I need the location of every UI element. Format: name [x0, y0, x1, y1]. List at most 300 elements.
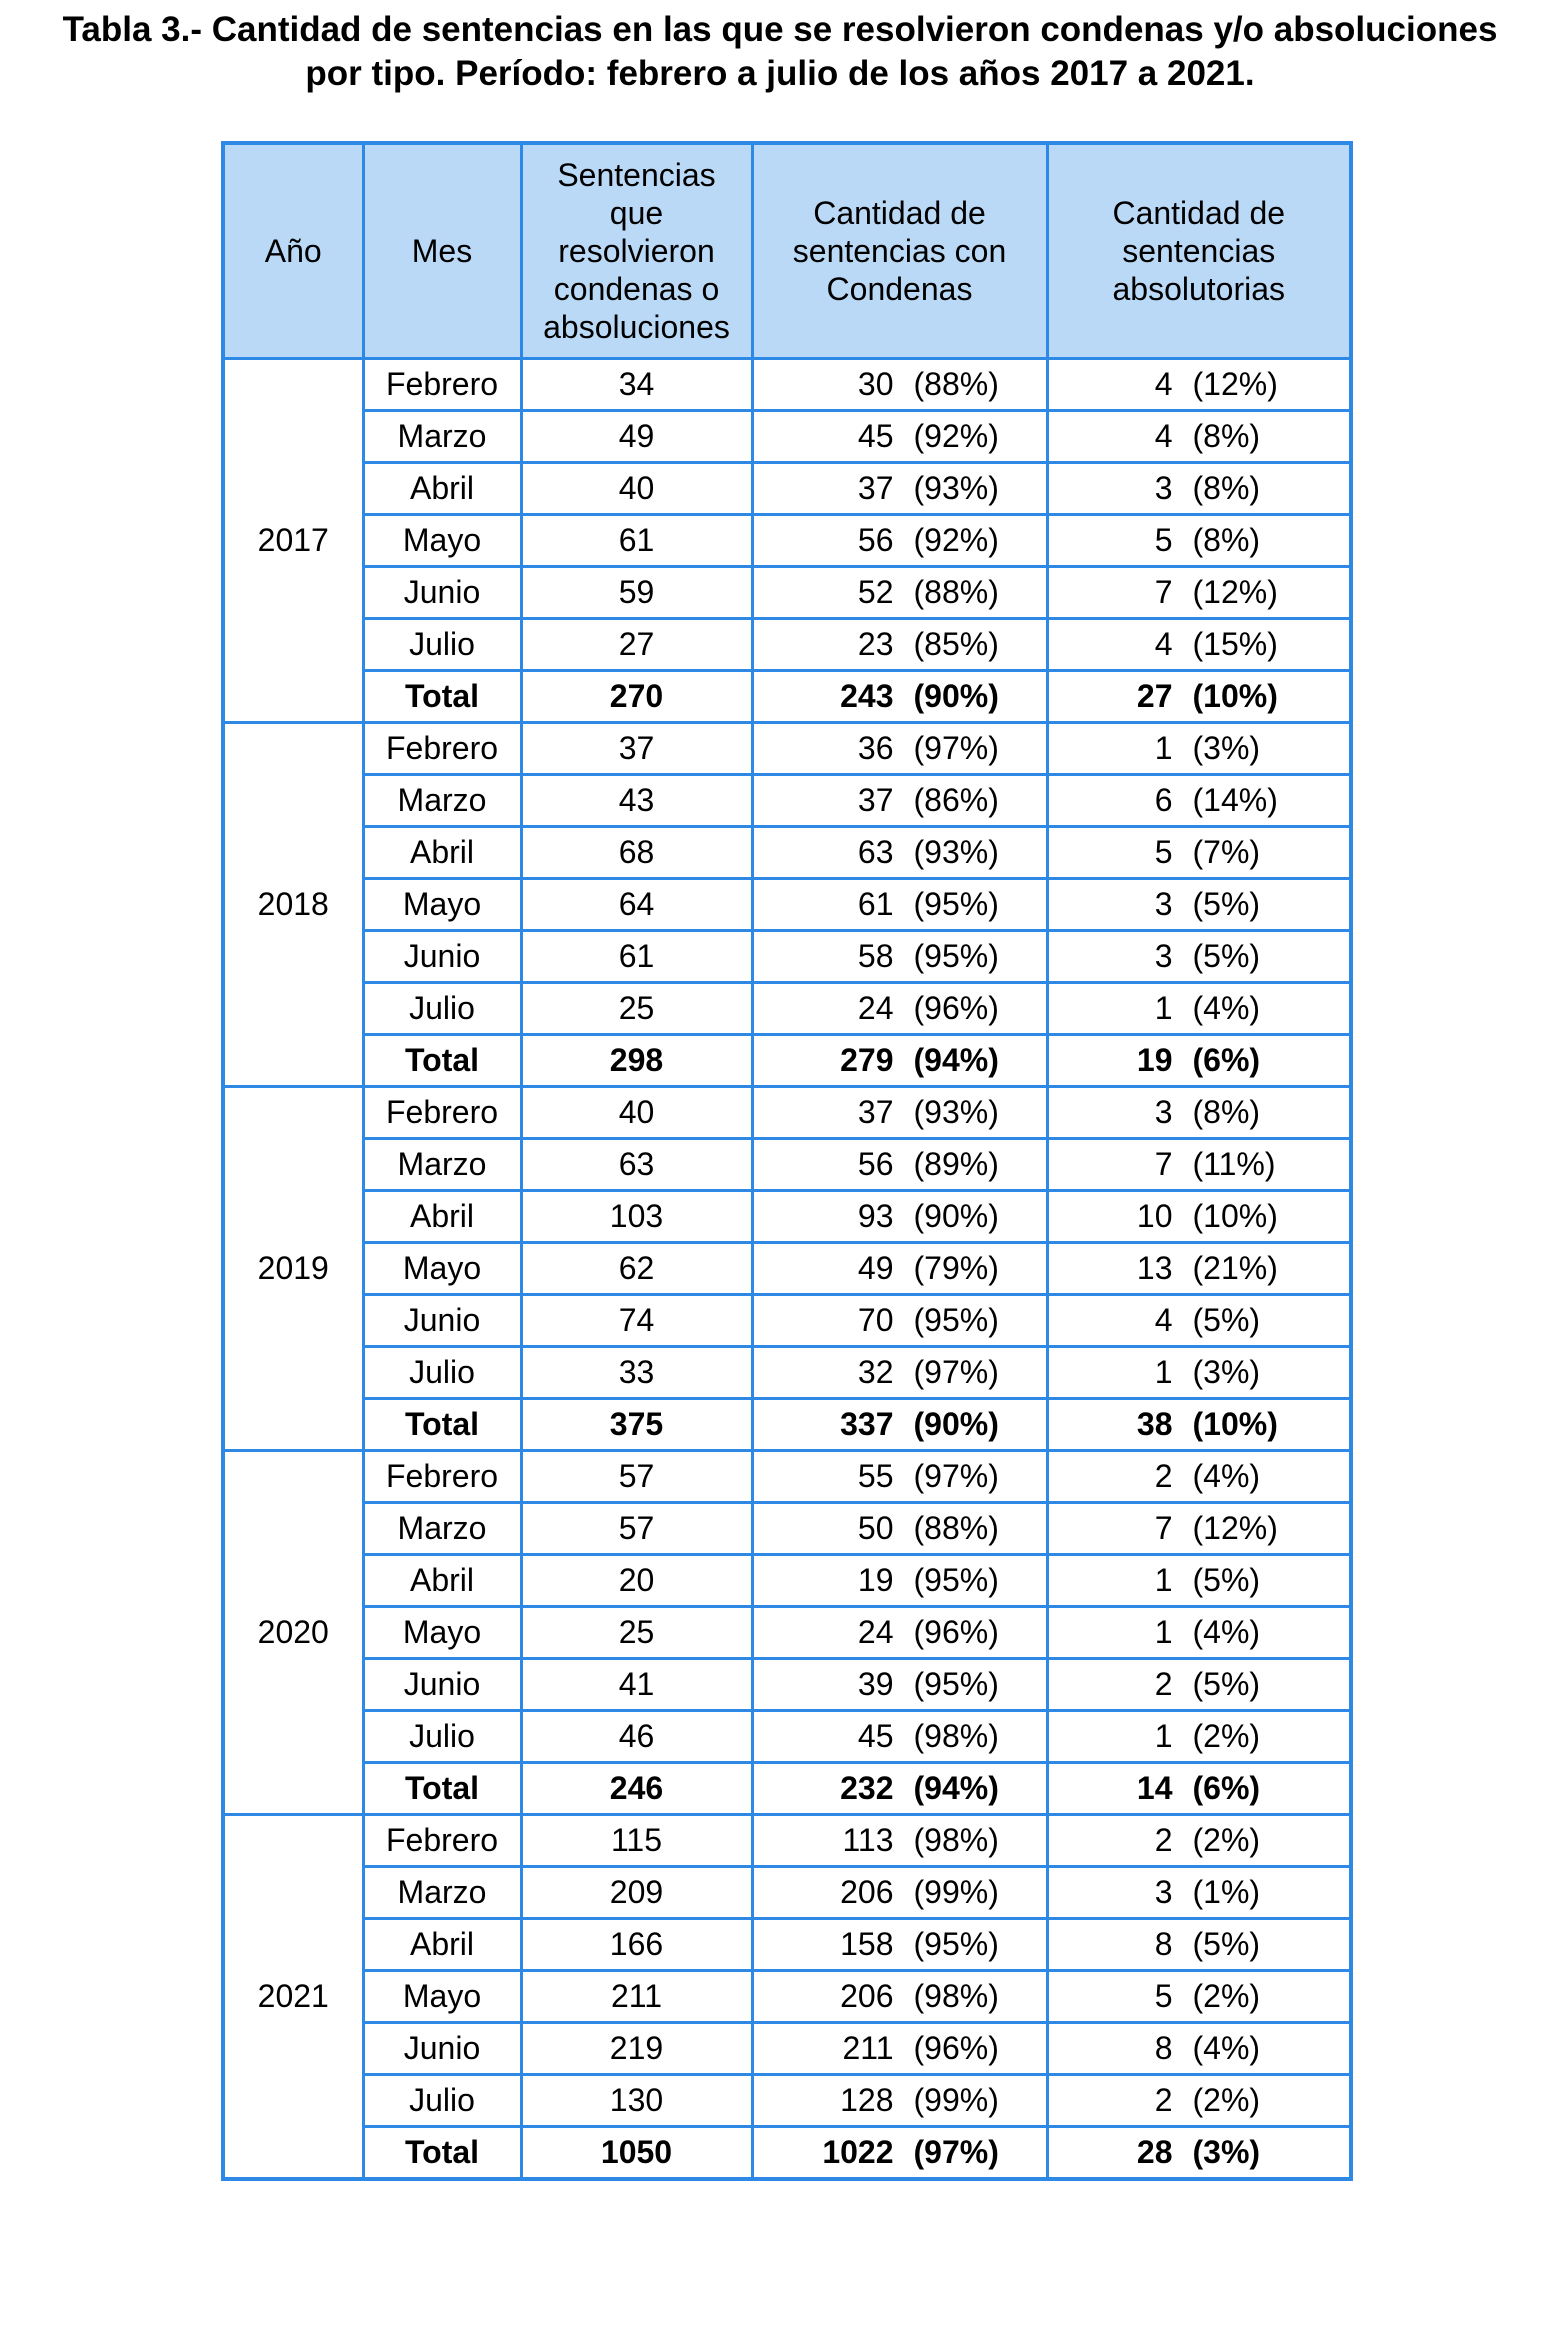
total-sentencias-cell: 166: [521, 1919, 752, 1971]
table-row: [223, 359, 1351, 411]
table-title-line-2: por tipo. Período: febrero a julio de los años 2017 a 2021.: [305, 54, 1255, 93]
total-sentencias-cell: 270: [521, 671, 752, 723]
absolutorias-cell: [1047, 359, 1351, 411]
condenas-count: 113: [842, 1822, 894, 1858]
absolutorias-percent: (5%): [1192, 1666, 1261, 1702]
table-row: [223, 1971, 1351, 2023]
condenas-percent: (88%): [913, 366, 999, 402]
condenas-count: 30: [857, 366, 894, 402]
month-cell: Julio: [363, 1347, 521, 1399]
condenas-count: 128: [840, 2082, 894, 2118]
absolutorias-percent: (10%): [1192, 678, 1278, 714]
condenas-count: 52: [857, 574, 894, 610]
absolutorias-percent: (15%): [1192, 626, 1278, 662]
condenas-cell: [752, 879, 1047, 931]
condenas-percent: (88%): [913, 1510, 999, 1546]
absolutorias-count: 27: [1136, 678, 1173, 714]
total-sentencias-cell: 63: [521, 1139, 752, 1191]
month-cell: Febrero: [363, 1451, 521, 1503]
absolutorias-count: 1: [1154, 1614, 1173, 1650]
total-sentencias-cell: 74: [521, 1295, 752, 1347]
condenas-count: 49: [857, 1250, 894, 1286]
absolutorias-count: 5: [1154, 1978, 1173, 2014]
month-cell: Marzo: [363, 1503, 521, 1555]
total-sentencias-cell: 68: [521, 827, 752, 879]
total-sentencias-cell: 40: [521, 1087, 752, 1139]
absolutorias-cell: [1047, 1867, 1351, 1919]
condenas-count: 32: [857, 1354, 894, 1390]
total-sentencias-cell: 34: [521, 359, 752, 411]
condenas-count: 56: [857, 522, 894, 558]
table-row: [223, 1243, 1351, 1295]
month-cell: Julio: [363, 983, 521, 1035]
table-row: [223, 2023, 1351, 2075]
table-row: [223, 1451, 1351, 1503]
month-cell: Total: [363, 1035, 521, 1087]
month-cell: Julio: [363, 2075, 521, 2127]
absolutorias-cell: [1047, 1763, 1351, 1815]
table-row: [223, 723, 1351, 775]
absolutorias-percent: (6%): [1192, 1042, 1261, 1078]
condenas-count: 206: [840, 1978, 894, 2014]
table-row: [223, 515, 1351, 567]
total-sentencias-cell: 59: [521, 567, 752, 619]
table-row: [223, 1815, 1351, 1867]
condenas-percent: (94%): [913, 1042, 999, 1078]
condenas-cell: [752, 1399, 1047, 1451]
condenas-cell: [752, 671, 1047, 723]
total-sentencias-cell: 46: [521, 1711, 752, 1763]
month-cell: Junio: [363, 1659, 521, 1711]
total-sentencias-cell: 209: [521, 1867, 752, 1919]
condenas-cell: [752, 1815, 1047, 1867]
total-sentencias-cell: 64: [521, 879, 752, 931]
condenas-count: 56: [857, 1146, 894, 1182]
month-cell: Mayo: [363, 1971, 521, 2023]
absolutorias-percent: (3%): [1192, 1354, 1261, 1390]
month-cell: Mayo: [363, 1243, 521, 1295]
condenas-percent: (88%): [913, 574, 999, 610]
absolutorias-count: 2: [1154, 1458, 1173, 1494]
condenas-count: 61: [857, 886, 894, 922]
condenas-count: 45: [857, 1718, 894, 1754]
condenas-count: 243: [840, 678, 894, 714]
condenas-count: 93: [857, 1198, 894, 1234]
absolutorias-count: 3: [1154, 938, 1173, 974]
absolutorias-count: 7: [1154, 574, 1173, 610]
condenas-count: 36: [857, 730, 894, 766]
absolutorias-cell: [1047, 1555, 1351, 1607]
total-sentencias-cell: 61: [521, 515, 752, 567]
absolutorias-percent: (8%): [1192, 522, 1261, 558]
absolutorias-cell: [1047, 775, 1351, 827]
month-cell: Febrero: [363, 1087, 521, 1139]
condenas-cell: [752, 1243, 1047, 1295]
condenas-cell: [752, 931, 1047, 983]
absolutorias-count: 19: [1136, 1042, 1173, 1078]
absolutorias-count: 1: [1154, 1354, 1173, 1390]
absolutorias-percent: (12%): [1192, 366, 1278, 402]
condenas-percent: (89%): [913, 1146, 999, 1182]
absolutorias-cell: [1047, 1295, 1351, 1347]
condenas-count: 45: [857, 418, 894, 454]
condenas-percent: (96%): [913, 990, 999, 1026]
total-sentencias-cell: 33: [521, 1347, 752, 1399]
condenas-percent: (79%): [913, 1250, 999, 1286]
absolutorias-count: 4: [1154, 1302, 1173, 1338]
year-cell: 2018: [223, 723, 363, 1087]
condenas-percent: (95%): [913, 1562, 999, 1598]
absolutorias-percent: (7%): [1192, 834, 1261, 870]
condenas-count: 24: [857, 990, 894, 1026]
month-cell: Junio: [363, 931, 521, 983]
absolutorias-percent: (5%): [1192, 1926, 1261, 1962]
condenas-cell: [752, 1711, 1047, 1763]
total-sentencias-cell: 25: [521, 1607, 752, 1659]
absolutorias-cell: [1047, 1243, 1351, 1295]
total-sentencias-cell: 246: [521, 1763, 752, 1815]
condenas-count: 37: [857, 782, 894, 818]
month-cell: Marzo: [363, 1139, 521, 1191]
absolutorias-cell: [1047, 1607, 1351, 1659]
absolutorias-cell: [1047, 1503, 1351, 1555]
condenas-cell: [752, 1971, 1047, 2023]
month-cell: Mayo: [363, 515, 521, 567]
absolutorias-percent: (4%): [1192, 1458, 1261, 1494]
condenas-cell: [752, 411, 1047, 463]
total-sentencias-cell: 211: [521, 1971, 752, 2023]
total-sentencias-cell: 61: [521, 931, 752, 983]
header-month: Mes: [363, 143, 521, 359]
absolutorias-percent: (8%): [1192, 418, 1261, 454]
condenas-cell: [752, 463, 1047, 515]
month-cell: Febrero: [363, 723, 521, 775]
table-title: [0, 8, 1560, 96]
total-sentencias-cell: 20: [521, 1555, 752, 1607]
condenas-percent: (93%): [913, 1094, 999, 1130]
absolutorias-cell: [1047, 1971, 1351, 2023]
absolutorias-count: 7: [1154, 1146, 1173, 1182]
absolutorias-percent: (10%): [1192, 1406, 1278, 1442]
month-cell: Febrero: [363, 1815, 521, 1867]
condenas-percent: (99%): [913, 1874, 999, 1910]
condenas-cell: [752, 1503, 1047, 1555]
absolutorias-cell: [1047, 515, 1351, 567]
absolutorias-percent: (12%): [1192, 574, 1278, 610]
table-row: [223, 1087, 1351, 1139]
total-row: [223, 671, 1351, 723]
condenas-cell: [752, 1763, 1047, 1815]
condenas-count: 70: [857, 1302, 894, 1338]
table-body: [223, 359, 1351, 2180]
absolutorias-percent: (1%): [1192, 1874, 1261, 1910]
absolutorias-cell: [1047, 1191, 1351, 1243]
condenas-percent: (95%): [913, 938, 999, 974]
absolutorias-cell: [1047, 879, 1351, 931]
month-cell: Julio: [363, 1711, 521, 1763]
condenas-percent: (92%): [913, 418, 999, 454]
table-row: [223, 827, 1351, 879]
table-row: [223, 1607, 1351, 1659]
total-row: [223, 1763, 1351, 1815]
condenas-cell: [752, 1139, 1047, 1191]
absolutorias-count: 1: [1154, 990, 1173, 1026]
total-sentencias-cell: 1050: [521, 2127, 752, 2180]
condenas-count: 1022: [822, 2134, 894, 2170]
month-cell: Total: [363, 2127, 521, 2180]
absolutorias-percent: (11%): [1192, 1146, 1276, 1182]
condenas-percent: (99%): [913, 2082, 999, 2118]
absolutorias-count: 14: [1136, 1770, 1173, 1806]
absolutorias-cell: [1047, 671, 1351, 723]
table-row: [223, 1867, 1351, 1919]
total-row: [223, 2127, 1351, 2180]
total-sentencias-cell: 49: [521, 411, 752, 463]
absolutorias-percent: (4%): [1192, 1614, 1261, 1650]
year-cell: 2017: [223, 359, 363, 723]
total-sentencias-cell: 298: [521, 1035, 752, 1087]
absolutorias-percent: (5%): [1192, 1562, 1261, 1598]
condenas-cell: [752, 619, 1047, 671]
condenas-cell: [752, 1451, 1047, 1503]
absolutorias-count: 4: [1154, 366, 1173, 402]
absolutorias-count: 3: [1154, 1874, 1173, 1910]
absolutorias-percent: (6%): [1192, 1770, 1261, 1806]
table-row: [223, 463, 1351, 515]
condenas-percent: (95%): [913, 1302, 999, 1338]
table-row: [223, 619, 1351, 671]
condenas-cell: [752, 567, 1047, 619]
condenas-percent: (86%): [913, 782, 999, 818]
absolutorias-percent: (8%): [1192, 470, 1261, 506]
table-row: [223, 879, 1351, 931]
absolutorias-percent: (5%): [1192, 886, 1261, 922]
absolutorias-cell: [1047, 2075, 1351, 2127]
absolutorias-count: 1: [1154, 1718, 1173, 1754]
month-cell: Junio: [363, 1295, 521, 1347]
condenas-cell: [752, 1035, 1047, 1087]
condenas-cell: [752, 827, 1047, 879]
absolutorias-count: 38: [1136, 1406, 1173, 1442]
condenas-count: 63: [857, 834, 894, 870]
absolutorias-cell: [1047, 1347, 1351, 1399]
absolutorias-count: 28: [1136, 2134, 1173, 2170]
condenas-count: 37: [857, 1094, 894, 1130]
absolutorias-count: 1: [1154, 730, 1173, 766]
absolutorias-cell: [1047, 983, 1351, 1035]
absolutorias-count: 3: [1154, 470, 1173, 506]
absolutorias-count: 6: [1154, 782, 1173, 818]
condenas-cell: [752, 1347, 1047, 1399]
condenas-percent: (90%): [913, 678, 999, 714]
condenas-count: 23: [857, 626, 894, 662]
condenas-percent: (98%): [913, 1822, 999, 1858]
total-sentencias-cell: 219: [521, 2023, 752, 2075]
condenas-percent: (95%): [913, 886, 999, 922]
month-cell: Marzo: [363, 775, 521, 827]
table-row: [223, 1555, 1351, 1607]
condenas-percent: (96%): [913, 1614, 999, 1650]
absolutorias-cell: [1047, 2127, 1351, 2180]
month-cell: Abril: [363, 827, 521, 879]
month-cell: Total: [363, 671, 521, 723]
condenas-percent: (92%): [913, 522, 999, 558]
condenas-cell: [752, 2023, 1047, 2075]
condenas-cell: [752, 1087, 1047, 1139]
condenas-count: 158: [840, 1926, 894, 1962]
condenas-cell: [752, 1867, 1047, 1919]
condenas-percent: (85%): [913, 626, 999, 662]
header-absolutorias: Cantidad de sentencias absolutorias: [1047, 143, 1351, 359]
condenas-percent: (90%): [913, 1198, 999, 1234]
month-cell: Febrero: [363, 359, 521, 411]
total-sentencias-cell: 25: [521, 983, 752, 1035]
absolutorias-cell: [1047, 1919, 1351, 1971]
condenas-cell: [752, 515, 1047, 567]
absolutorias-count: 13: [1136, 1250, 1173, 1286]
month-cell: Abril: [363, 1191, 521, 1243]
condenas-count: 279: [840, 1042, 894, 1078]
month-cell: Mayo: [363, 879, 521, 931]
total-sentencias-cell: 40: [521, 463, 752, 515]
year-cell: 2019: [223, 1087, 363, 1451]
condenas-count: 39: [857, 1666, 894, 1702]
absolutorias-count: 5: [1154, 522, 1173, 558]
condenas-cell: [752, 2127, 1047, 2180]
condenas-cell: [752, 1191, 1047, 1243]
table-row: [223, 1295, 1351, 1347]
total-sentencias-cell: 57: [521, 1451, 752, 1503]
total-row: [223, 1399, 1351, 1451]
condenas-percent: (93%): [913, 834, 999, 870]
header-year: Año: [223, 143, 363, 359]
sentencias-table: [221, 141, 1353, 2181]
absolutorias-percent: (5%): [1192, 938, 1261, 974]
absolutorias-percent: (21%): [1192, 1250, 1278, 1286]
table-row: [223, 1191, 1351, 1243]
condenas-cell: [752, 1919, 1047, 1971]
table-row: [223, 1347, 1351, 1399]
total-sentencias-cell: 130: [521, 2075, 752, 2127]
absolutorias-cell: [1047, 827, 1351, 879]
absolutorias-percent: (14%): [1192, 782, 1278, 818]
absolutorias-count: 10: [1136, 1198, 1173, 1234]
absolutorias-count: 3: [1154, 886, 1173, 922]
condenas-cell: [752, 1607, 1047, 1659]
total-sentencias-cell: 27: [521, 619, 752, 671]
absolutorias-cell: [1047, 411, 1351, 463]
condenas-cell: [752, 359, 1047, 411]
total-sentencias-cell: 41: [521, 1659, 752, 1711]
condenas-count: 58: [857, 938, 894, 974]
absolutorias-cell: [1047, 1659, 1351, 1711]
condenas-percent: (98%): [913, 1978, 999, 2014]
table-row: [223, 411, 1351, 463]
absolutorias-count: 8: [1154, 2030, 1173, 2066]
absolutorias-percent: (2%): [1192, 1978, 1261, 2014]
month-cell: Total: [363, 1763, 521, 1815]
condenas-cell: [752, 1659, 1047, 1711]
absolutorias-count: 5: [1154, 834, 1173, 870]
header-row: [223, 143, 1351, 359]
table-row: [223, 567, 1351, 619]
condenas-count: 337: [840, 1406, 894, 1442]
absolutorias-count: 7: [1154, 1510, 1173, 1546]
month-cell: Mayo: [363, 1607, 521, 1659]
month-cell: Abril: [363, 1919, 521, 1971]
table-title-line-1: Tabla 3.- Cantidad de sentencias en las que se resolvieron condenas y/o absoluciones: [62, 10, 1498, 49]
absolutorias-count: 2: [1154, 1666, 1173, 1702]
month-cell: Julio: [363, 619, 521, 671]
condenas-percent: (95%): [913, 1926, 999, 1962]
condenas-count: 232: [840, 1770, 894, 1806]
absolutorias-cell: [1047, 1711, 1351, 1763]
month-cell: Marzo: [363, 411, 521, 463]
table-row: [223, 2075, 1351, 2127]
condenas-percent: (97%): [913, 730, 999, 766]
absolutorias-cell: [1047, 1087, 1351, 1139]
absolutorias-cell: [1047, 567, 1351, 619]
absolutorias-percent: (3%): [1192, 730, 1261, 766]
table-row: [223, 1659, 1351, 1711]
total-sentencias-cell: 103: [521, 1191, 752, 1243]
table-row: [223, 1919, 1351, 1971]
absolutorias-percent: (2%): [1192, 2082, 1261, 2118]
month-cell: Marzo: [363, 1867, 521, 1919]
condenas-count: 19: [857, 1562, 894, 1598]
total-sentencias-cell: 57: [521, 1503, 752, 1555]
table-row: [223, 775, 1351, 827]
month-cell: Junio: [363, 2023, 521, 2075]
header-total-sentencias: Sentencias que resolvieron condenas o absoluciones: [521, 143, 752, 359]
table-row: [223, 931, 1351, 983]
absolutorias-percent: (10%): [1192, 1198, 1278, 1234]
condenas-cell: [752, 983, 1047, 1035]
absolutorias-percent: (3%): [1192, 2134, 1261, 2170]
absolutorias-percent: (4%): [1192, 990, 1261, 1026]
condenas-percent: (97%): [913, 1354, 999, 1390]
condenas-percent: (94%): [913, 1770, 999, 1806]
absolutorias-count: 1: [1154, 1562, 1173, 1598]
condenas-percent: (93%): [913, 470, 999, 506]
absolutorias-cell: [1047, 1399, 1351, 1451]
absolutorias-count: 3: [1154, 1094, 1173, 1130]
absolutorias-cell: [1047, 1035, 1351, 1087]
absolutorias-cell: [1047, 1815, 1351, 1867]
absolutorias-count: 4: [1154, 418, 1173, 454]
absolutorias-cell: [1047, 1451, 1351, 1503]
table-row: [223, 983, 1351, 1035]
total-sentencias-cell: 43: [521, 775, 752, 827]
condenas-percent: (97%): [913, 1458, 999, 1494]
absolutorias-percent: (12%): [1192, 1510, 1278, 1546]
condenas-percent: (97%): [913, 2134, 999, 2170]
absolutorias-cell: [1047, 2023, 1351, 2075]
condenas-count: 206: [840, 1874, 894, 1910]
condenas-percent: (96%): [913, 2030, 999, 2066]
condenas-cell: [752, 775, 1047, 827]
table-row: [223, 1503, 1351, 1555]
total-sentencias-cell: 62: [521, 1243, 752, 1295]
total-row: [223, 1035, 1351, 1087]
total-sentencias-cell: 375: [521, 1399, 752, 1451]
year-cell: 2020: [223, 1451, 363, 1815]
month-cell: Abril: [363, 463, 521, 515]
month-cell: Junio: [363, 567, 521, 619]
absolutorias-count: 8: [1154, 1926, 1173, 1962]
month-cell: Total: [363, 1399, 521, 1451]
absolutorias-percent: (2%): [1192, 1822, 1261, 1858]
